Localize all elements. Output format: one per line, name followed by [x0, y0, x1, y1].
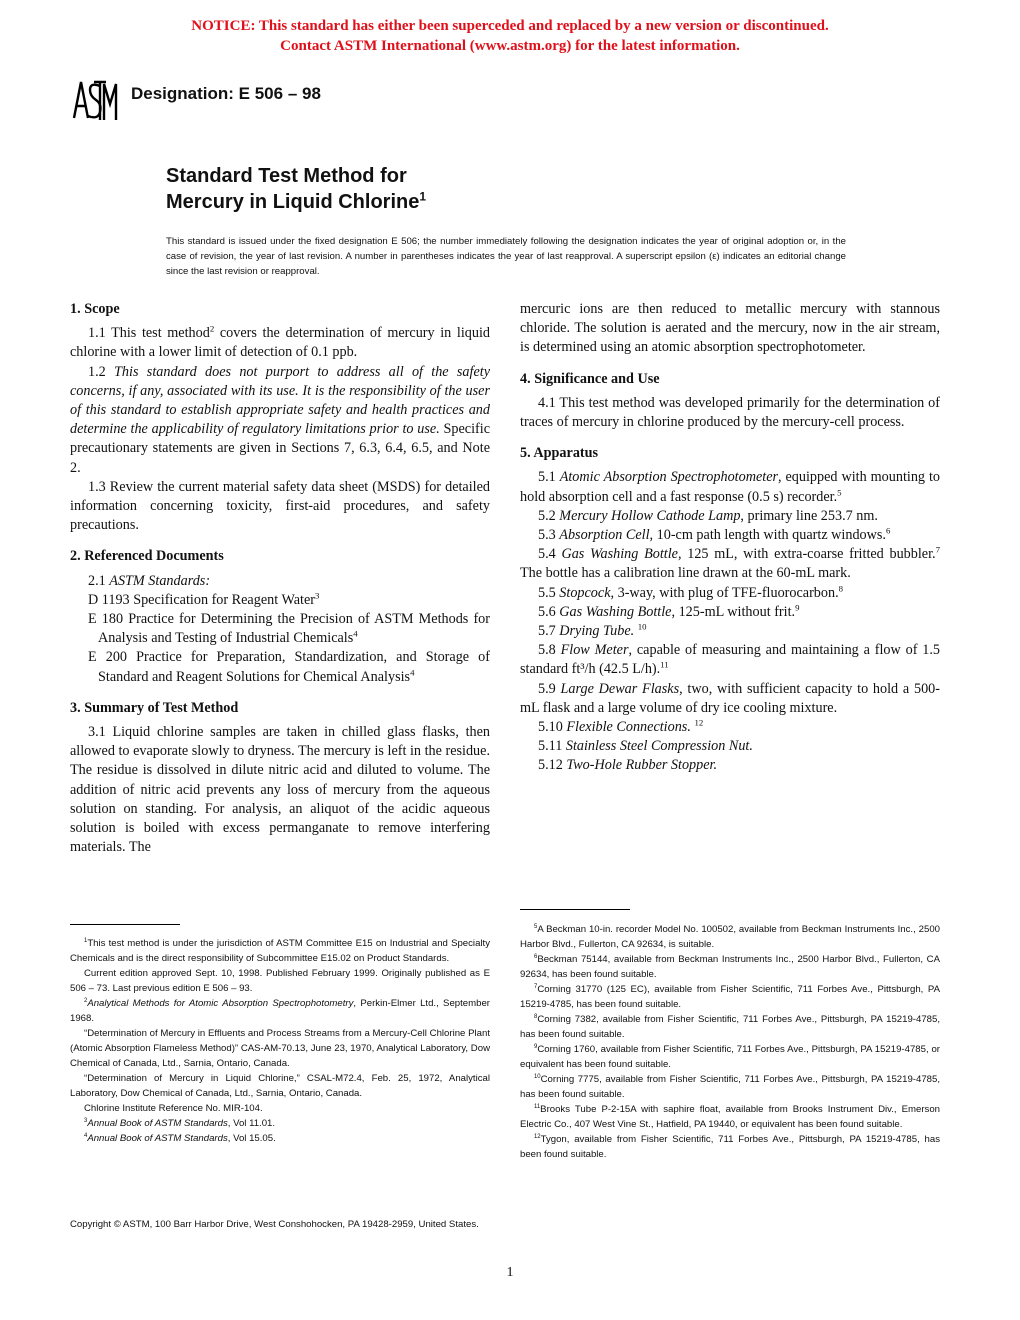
footnote-right: $^9$Corning 1760, available from Fisher Scientific, 711 Forbes Ave., Pittsburgh, PA 15219-4785, or equivalent has been found suitable.: [520, 1043, 940, 1070]
left-column: [70, 300, 490, 857]
right-column: [520, 300, 940, 776]
ref-e180: E 180 Practice for Determining the Precision of ASTM Methods for Analysis and Testing of Industrial Chemicals$^4$: [88, 611, 490, 647]
apparatus-list: [520, 468, 940, 775]
apparatus-item: 5.10 Flexible Connections. $^{12}$: [538, 717, 704, 736]
footnote-right: $^{11}$Brooks Tube P-2-15A with saphire float, available from Brooks Instrument Div., Emerson Electric Co., 407 West Vine St., Hatfield, PA 19440, or equivalent has been found suitable.: [520, 1103, 940, 1130]
copyright: Copyright © ASTM, 100 Barr Harbor Drive, West Conshohocken, PA 19428-2959, United States.: [70, 1219, 479, 1230]
section-heading-scope: 1. Scope: [70, 301, 120, 317]
section-heading-significance: 4. Significance and Use: [520, 370, 660, 387]
footnotes-right: [520, 922, 940, 1162]
apparatus-item: 5.7 Drying Tube. $^{10}$: [538, 621, 647, 640]
paragraph-3-1-continued: mercuric ions are then reduced to metallic mercury with stannous chloride. The solution is aerated and the mercury, now in the air stream, is determined using an atomic absorption spectrophotometer.: [520, 301, 940, 356]
footnote-right: $^8$Corning 7382, available from Fisher Scientific, 711 Forbes Ave., Pittsburgh, PA 15219-4785, has been found suitable.: [520, 1013, 940, 1040]
footnote-rule-right: [520, 909, 630, 910]
paragraph-3-1: 3.1 Liquid chlorine samples are taken in chilled glass flasks, then allowed to evaporate slowly to dryness. The mercury is left in the residue. The residue is dissolved in dilute nitric acid and diluted to volume. The addition of nitric acid prevents any loss of mercury from the aqueous solution on standing. For analysis, an aliquot of the acidic aqueous solution is boiled with excess permanganate to remove interfering materials. The: [70, 724, 490, 856]
page-number: 1: [506, 1265, 514, 1280]
apparatus-item: 5.9 Large Dewar Flasks, two, with sufficient capacity to hold a 500-mL flask and a large volume of dry ice cooling mixture.: [520, 680, 940, 716]
title-line-1: Standard Test Method for: [166, 165, 407, 187]
footnote-right: $^{10}$Corning 7775, available from Fisher Scientific, 711 Forbes Ave., Pittsburgh, PA 15219-4785, has been found suitable.: [520, 1073, 940, 1100]
footnote-right: $^5$A Beckman 10-in. recorder Model No. 100502, available from Beckman Instruments Inc., 2500 Harbor Blvd., Fullerton, CA 92634, is suitable.: [520, 923, 940, 950]
ref-e200: E 200 Practice for Preparation, Standardization, and Storage of Standard and Reagent Solutions for Chemical Analysis$^4$: [88, 649, 490, 685]
footnote-right: $^6$Beckman 75144, available from Beckman Instruments Inc., 2500 Harbor Blvd., Fullerton, CA 92634, has been found suitable.: [520, 953, 940, 980]
document-title: [166, 163, 426, 215]
astm-logo: [70, 78, 120, 122]
paragraph-2-1: 2.1 ASTM Standards:: [88, 572, 211, 589]
section-heading-referenced: 2. Referenced Documents: [70, 548, 224, 565]
paragraph-4-1: 4.1 This test method was developed primarily for the determination of traces of mercury in chlorine produced by the mercury-cell process.: [520, 394, 940, 431]
section-heading-apparatus: 5. Apparatus: [520, 445, 599, 462]
apparatus-item: 5.5 Stopcock, 3-way, with plug of TFE-fluorocarbon.$^8$: [538, 582, 844, 601]
apparatus-item: 5.12 Two-Hole Rubber Stopper.: [538, 757, 718, 774]
footnote-2d: Chlorine Institute Reference No. MIR-104.: [84, 1103, 263, 1114]
paragraph-1-1: 1.1 This test method$^2$ covers the determination of mercury in liquid chlorine with a lower limit of detection of 0.1 ppb.: [70, 323, 490, 361]
footnote-1: $^1$This test method is under the jurisdiction of ASTM Committee E15 on Industrial and Specialty Chemicals and is the direct responsibility of Subcommittee E15.02 on Product Standards.: [70, 937, 490, 964]
footnote-2b: “Determination of Mercury in Effluents and Process Streams from a Mercury-Cell Chlorine Plant (Atomic Absorption Flameless Method)” CAS-AM-70.13, June 23, 1970, Analytical Laboratory, Dow Chemical of Canada, Ltd., Sarnia, Ontario, Canada.: [70, 1028, 490, 1069]
footnote-2c: “Determination of Mercury in Liquid Chlorine,” CSAL-M72.4, Feb. 25, 1972, Analytical Laboratory, Dow Chemical of Canada, Ltd., Sarnia, Ontario, Canada.: [70, 1073, 490, 1099]
footnote-rule-left: [70, 924, 180, 925]
footnotes-left: [70, 936, 490, 1146]
paragraph-1-3: 1.3 Review the current material safety data sheet (MSDS) for detailed information concerning toxicity, first-aid procedures, and safety precautions.: [70, 478, 490, 534]
footnote-right: $^{12}$Tygon, available from Fisher Scientific, 711 Forbes Ave., Pittsburgh, PA 15219-4785, has been found suitable.: [520, 1133, 940, 1160]
footnote-right: $^7$Corning 31770 (125 EC), available from Fisher Scientific, 711 Forbes Ave., Pittsburgh, PA 15219-4785, has been found suitable.: [520, 983, 940, 1010]
footnote-1b: Current edition approved Sept. 10, 1998. Published February 1999. Originally published as E 506 – 73. Last previous edition E 506 – 93.: [70, 968, 490, 994]
ref-d1193: D 1193 Specification for Reagent Water$^3$: [88, 590, 320, 608]
apparatus-item: 5.2 Mercury Hollow Cathode Lamp, primary line 253.7 nm.: [538, 507, 878, 524]
issuance-note: This standard is issued under the fixed designation E 506; the number immediately following the designation indicates the year of original adoption or, in the case of revision, the year of last revision. A number in parentheses indicates the year of last reapproval. A superscript epsilon (ε) indicates an editorial change since the last revision or reapproval.: [166, 236, 846, 277]
apparatus-item: 5.1 Atomic Absorption Spectrophotometer, equipped with mounting to hold absorption cell and a fast response (0.5 s) recorder.$^5$: [520, 469, 941, 505]
apparatus-item: 5.11 Stainless Steel Compression Nut.: [538, 738, 753, 755]
apparatus-item: 5.8 Flow Meter, capable of measuring and maintaining a flow of 1.5 standard ft³/h (42.5 L/h).$^{11}$: [520, 642, 940, 678]
footnote-2: $^2$Analytical Methods for Atomic Absorption Spectrophotometry, Perkin-Elmer Ltd., September 1968.: [70, 997, 490, 1024]
apparatus-item: 5.3 Absorption Cell, 10-cm path length with quartz windows.$^6$: [538, 525, 891, 544]
notice-line-1: NOTICE: This standard has either been superceded and replaced by a new version or discontinued.: [191, 18, 829, 34]
apparatus-item: 5.4 Gas Washing Bottle, 125 mL, with extra-coarse fritted bubbler.$^7$ The bottle has a calibration line drawn at the 60-mL mark.: [520, 544, 940, 582]
title-line-2: Mercury in Liquid Chlorine$^1$: [166, 189, 427, 213]
section-heading-summary: 3. Summary of Test Method: [70, 699, 239, 716]
paragraph-1-2: 1.2 This standard does not purport to address all of the safety concerns, if any, associated with its use. It is the responsibility of the user of this standard to establish appropriate safety and health practices and determine the applicability of regulatory limitations prior to use. Specific precautionary statements are given in Sections 7, 6.3, 6.4, 6.5, and Note 2.: [70, 363, 491, 476]
notice-line-2: Contact ASTM International (www.astm.org) for the latest information.: [280, 38, 740, 54]
apparatus-item: 5.6 Gas Washing Bottle, 125-mL without frit.$^9$: [538, 602, 800, 620]
designation: Designation: E 506 – 98: [131, 84, 321, 103]
footnote-3: $^3$Annual Book of ASTM Standards, Vol 11.01.: [84, 1117, 276, 1129]
footnote-4: $^4$Annual Book of ASTM Standards, Vol 15.05.: [84, 1132, 276, 1144]
